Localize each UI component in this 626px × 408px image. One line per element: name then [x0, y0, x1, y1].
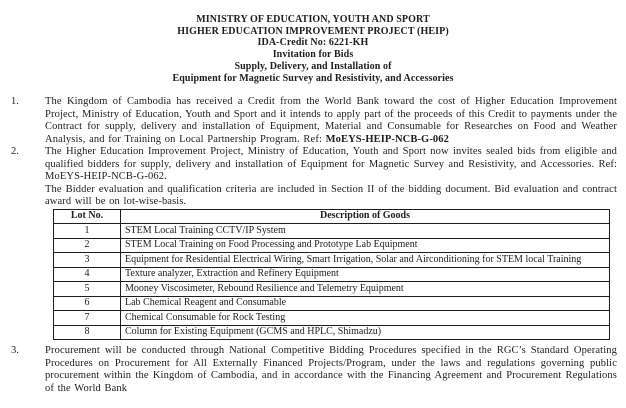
header-invitation-title: Invitation for Bids: [272, 49, 354, 61]
description-cell: Equipment for Residential Electrical Wiring, Smart Irrigation, Solar and Airconditioning for STEM local Training: [121, 253, 610, 268]
lot-cell: 5: [54, 282, 121, 297]
lot-cell: 4: [54, 267, 121, 282]
header-subtitle-supply: Supply, Delivery, and Installation of: [234, 60, 392, 72]
lot-cell: 3: [54, 253, 121, 268]
goods-table: [53, 209, 610, 341]
lot-cell: 2: [54, 238, 121, 253]
item-1-paragraph: [45, 96, 617, 146]
item-3-paragraph: Procurement will be conducted through National Competitive Bidding Procedures specified in the RGC’s Standard Operating Procedures on Procurement for All Externally Financed Projects/Program, under the laws and regulations governing public procurement within the Kingdom of Cambodia, and in accordance with the Financing Agreement and Procurement Regulations of the World Bank: [45, 345, 617, 394]
table-row-1: [54, 224, 610, 239]
document-header: [0, 14, 626, 84]
item-2-number: 2.: [11, 146, 19, 158]
description-cell: STEM Local Training on Food Processing and Prototype Lab Equipment: [121, 238, 610, 253]
header-project: HIGHER EDUCATION IMPROVEMENT PROJECT (HEIP): [177, 25, 449, 37]
lot-cell: 1: [54, 224, 121, 239]
item-3-number: 3.: [11, 345, 19, 357]
table-row-4: [54, 267, 610, 282]
table-header-description: Description of Goods: [121, 209, 610, 224]
table-row-3: [54, 253, 610, 268]
lot-cell: 8: [54, 325, 121, 340]
table-header-lot-no: Lot No.: [54, 209, 121, 224]
list-item-3: [0, 345, 626, 395]
list-item-1: [0, 96, 626, 146]
item-1-ref-code: MoEYS-HEIP-NCB-G-062: [325, 133, 449, 145]
header-ministry: MINISTRY OF EDUCATION, YOUTH AND SPORT: [196, 14, 430, 25]
header-credit-no: IDA-Credit No: 6221-KH: [257, 37, 369, 49]
item-2-subparagraph: The Bidder evaluation and qualification criteria are included in Section II of the bidding document. Bid evaluation and contract award will be on lot-wise-basis.: [45, 183, 617, 208]
table-header-row: [54, 209, 610, 224]
lot-cell: 6: [54, 296, 121, 311]
header-subtitle-equipment: Equipment for Magnetic Survey and Resistivity, and Accessories: [172, 72, 454, 84]
item-2-paragraph: The Higher Education Improvement Project, Ministry of Education, Youth and Sport now invites sealed bids from eligible and qualified bidders for supply, delivery and installation of Equipment for Magnetic Survey and Resistivity, and Accessories. Ref: MoEYS-HEIP-NCB-G-062.: [45, 146, 617, 183]
numbered-list: [0, 96, 626, 395]
item-1-text: The Kingdom of Cambodia has received a Credit from the World Bank toward the cost of Higher Education Improvement Project, Ministry of Education, Youth and Sport and it intends to apply part of the proceeds of this Credit to payments under the Contract for supply, delivery and installation of Equipment, Material and Consumable for Researches on Food and Weather Analysis, and for Training on Local Partnership Program. Ref:: [45, 96, 617, 145]
table-row-5: [54, 282, 610, 297]
description-cell: Column for Existing Equipment (GCMS and HPLC, Shimadzu): [121, 325, 610, 340]
table-row-7: [54, 311, 610, 326]
table-row-8: [54, 325, 610, 340]
item-1-number: 1.: [11, 96, 19, 108]
description-cell: Mooney Viscosimeter, Rebound Resilience and Telemetry Equipment: [121, 282, 610, 297]
lot-cell: 7: [54, 311, 121, 326]
description-cell: Chemical Consumable for Rock Testing: [121, 311, 610, 326]
description-cell: Lab Chemical Reagent and Consumable: [121, 296, 610, 311]
description-cell: Texture analyzer, Extraction and Refinery Equipment: [121, 267, 610, 282]
table-row-2: [54, 238, 610, 253]
list-item-2: [0, 146, 626, 340]
table-row-6: [54, 296, 610, 311]
description-cell: STEM Local Training CCTV/IP System: [121, 224, 610, 239]
